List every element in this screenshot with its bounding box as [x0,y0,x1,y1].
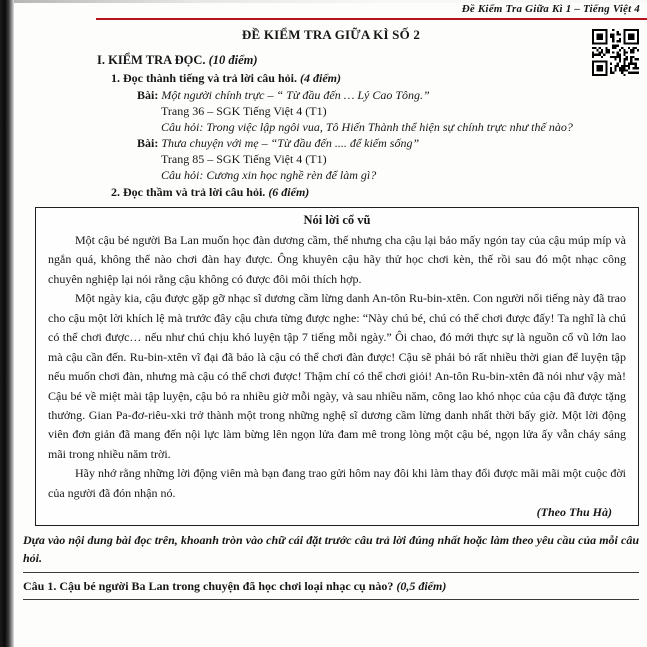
reading-1-cauhoi-label: Câu hỏi: [161,120,207,134]
story-title: Nói lời cổ vũ [303,213,371,227]
reading-2-cauhoi [161,168,639,183]
question-1 [23,579,639,594]
question-1-points: (0,5 điểm) [396,578,447,593]
reading-2-bai-text: Thưa chuyện với mẹ – “Từ đầu đến .... để kiếm sống” [161,136,420,150]
reading-1-bai [137,88,639,103]
question-1-label: Câu 1. [23,578,60,593]
header-red-divider [96,18,647,20]
story-paragraph: Một cậu bé người Ba Lan muốn học đàn dương cầm, thế nhưng cha cậu lại bảo mấy ngón tay của cậu múp míp và ngắn quá, không thể nào chơi đàn hay được. Ông khuyên cậu hãy thử học chơi kèn, thế rồi sau đó một nhạc công chuyên nghiệp lại nói rằng cậu không có được đôi môi thích hợp. [48,233,626,286]
qr-code-svg [592,29,639,76]
reading-1-bai-label: Bài: [137,88,162,102]
story-paragraph: Một ngày kia, cậu được gặp gỡ nhạc sĩ dương cầm lừng danh An-tôn Ru-bin-xtên. Con người nổi tiếng này đã trao cho cậu một lời khích lệ mà trước đây cậu chưa từng được nghe: “Này chú bé, chú có thể chơi được đấy! Ta nghĩ là chú có thể chơi được… nếu như chú chịu khó luyện tập 7 tiếng mỗi ngày.” Ôi chao, đó mới thực sự là nguồn cổ vũ lớn lao mà cậu cần đến. Ru-bin-xtên vĩ đại đã bảo là cậu có thể chơi đàn được! Cậu sẽ phải bỏ rất nhiều thời gian để luyện tập nếu muốn chơi đàn, nhưng mà cậu có thể chơi được! Thậm chí có thể chơi giỏi! An-tôn Ru-bin-xtên đã nói như vậy mà! Cậu bé về miệt mài tập luyện, cậu bỏ ra nhiều giờ mỗi ngày, và sau nhiều năm, công lao khó nhọc của cậu đã được tặng thưởng. Gian Pa-đơ-riêu-xki trở thành một trong những nghệ sĩ dương cầm lừng danh nhất thời bấy giờ. Một lời động viên đơn giản đã mang đến nội lực làm bừng lên ngọn lửa đam mê trong lòng một cậu bé, ngọn lửa ấy vẫn cháy sáng mãi trong nhiều năm trời. [48,291,626,461]
instruction-text: Dựa vào nội dung bài đọc trên, khoanh tròn vào chữ cái đặt trước câu trả lời đúng nhất hoặc làm theo yêu cầu của mỗi câu hỏi. [23,533,639,565]
exam-title: ĐỀ KIỂM TRA GIỮA KÌ SỐ 2 [241,27,421,42]
story-attribution: (Theo Thu Hà) [536,505,612,520]
section-1-points: (10 điểm) [208,53,258,67]
part-2-heading-text: 2. Đọc thầm và trả lời câu hỏi. [111,185,269,199]
story-paragraph: Hãy nhớ rằng những lời động viên mà bạn đang trao gửi hôm nay đôi khi làm thay đổi được mãi mãi một cuộc đời của người đã đón nhận nó. [48,466,626,500]
reading-2-trang: Trang 85 – SGK Tiếng Việt 4 (T1) [161,152,327,166]
scan-top-shadow [0,0,647,3]
reading-1-bai-text: Một người chính trực – “ Từ đầu đến … Lý Cao Tông.” [161,88,430,102]
reading-1-cauhoi [161,120,639,135]
separator-line [23,572,639,573]
bottom-separator-line [23,599,639,600]
reading-1-cauhoi-text: Trong việc lập ngôi vua, Tô Hiến Thành thể hiện sự chính trực như thế nào? [206,120,573,134]
part-2-points: (6 điểm) [268,185,310,199]
reading-2-bai [137,136,639,151]
exam-content [23,25,639,600]
reading-passage-box [35,207,639,526]
question-1-text: Cậu bé người Ba Lan trong chuyện đã học chơi loại nhạc cụ nào? [59,578,397,593]
part-2-heading [111,185,639,200]
part-1-heading [111,71,639,86]
part-1-points: (4 điểm) [299,71,341,85]
reading-2-bai-label: Bài: [137,136,162,150]
qr-code [592,29,639,76]
reading-2-cauhoi-text: Cương xin học nghề rèn để làm gì? [206,168,377,182]
part-1-heading-text: 1. Đọc thành tiếng và trả lời câu hỏi. [111,71,300,85]
section-1-heading-text: I. KIỂM TRA ĐỌC. [97,53,209,67]
section-1-heading [97,53,639,68]
reading-1-trang: Trang 36 – SGK Tiếng Việt 4 (T1) [161,104,327,118]
reading-2-cauhoi-label: Câu hỏi: [161,168,207,182]
page-header-title: Đề Kiểm Tra Giữa Kì 1 – Tiếng Việt 4 [461,3,640,15]
scan-binding-edge [0,0,14,647]
